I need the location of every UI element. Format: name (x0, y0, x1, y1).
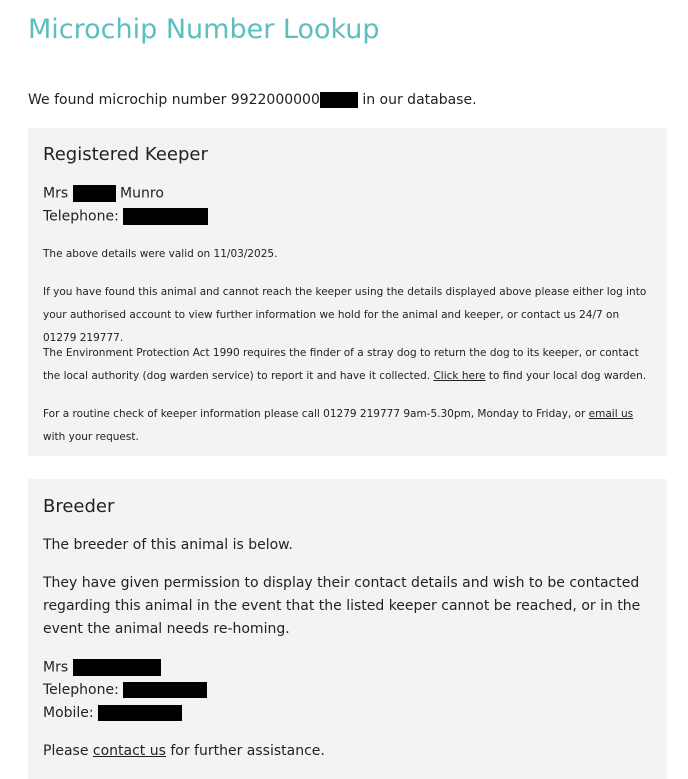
redacted-breeder-name (73, 659, 161, 676)
result-suffix: in our database. (357, 92, 477, 108)
redacted-keeper-telephone (123, 208, 208, 225)
redacted-breeder-telephone (123, 682, 207, 698)
page-title: Microchip Number Lookup (28, 14, 380, 45)
result-prefix: We found microchip number 9922000000 (28, 92, 320, 108)
valid-date-text: The above details were valid on 11/03/2025. (43, 248, 278, 260)
breeder-name-prefix: Mrs (43, 659, 73, 676)
breeder-intro: The breeder of this animal is below. (43, 537, 293, 553)
find-dog-warden-link[interactable]: Click here (433, 370, 486, 382)
routine-text-before: For a routine check of keeper information please call 01279 219777 9am-5.30pm, Monday to Friday, or (43, 408, 589, 420)
breeder-panel (28, 479, 667, 779)
redacted-breeder-mobile (98, 705, 182, 721)
keeper-telephone-label: Telephone: (43, 208, 124, 225)
breeder-telephone-label: Telephone: (43, 682, 124, 698)
keeper-heading: Registered Keeper (43, 144, 208, 165)
breeder-telephone (43, 682, 207, 698)
keeper-name-prefix: Mrs (43, 185, 73, 202)
epa-text-before: The Environment Protection Act 1990 requires the finder of a stray dog to return the dog to its keeper, or contact the local authority (dog warden service) to report it and have it collected. (43, 347, 639, 382)
epa-text (43, 342, 655, 388)
keeper-telephone (43, 208, 208, 225)
found-animal-text: If you have found this animal and cannot reach the keeper using the details displayed above please either log into your authorised account to view further information we hold for the animal and keeper, or contact us 24/7 on 01279 219777. (43, 286, 647, 344)
epa-text-after: to find your local dog warden. (485, 370, 647, 382)
breeder-heading: Breeder (43, 496, 115, 517)
routine-text-after: with your request. (43, 431, 139, 443)
breeder-mobile-label: Mobile: (43, 705, 99, 721)
lookup-result-text (28, 92, 477, 108)
contact-text-before: Please (43, 743, 93, 759)
redacted-keeper-first-name (73, 185, 116, 202)
contact-text-after: for further assistance. (165, 743, 325, 759)
breeder-permission-text: They have given permission to display their contact details and wish to be contacted regarding this animal in the event that the listed keeper cannot be reached, or in the event the animal needs re-homing. (43, 575, 641, 637)
breeder-name (43, 659, 161, 676)
registered-keeper-panel (28, 128, 667, 456)
contact-us-link[interactable]: contact us (92, 743, 166, 759)
routine-check-text (43, 403, 655, 449)
contact-text (43, 743, 325, 759)
keeper-name (43, 185, 164, 202)
keeper-surname: Munro (115, 185, 164, 202)
email-us-link[interactable]: email us (588, 408, 634, 420)
breeder-mobile (43, 705, 182, 721)
redacted-chip-digits (320, 92, 358, 108)
